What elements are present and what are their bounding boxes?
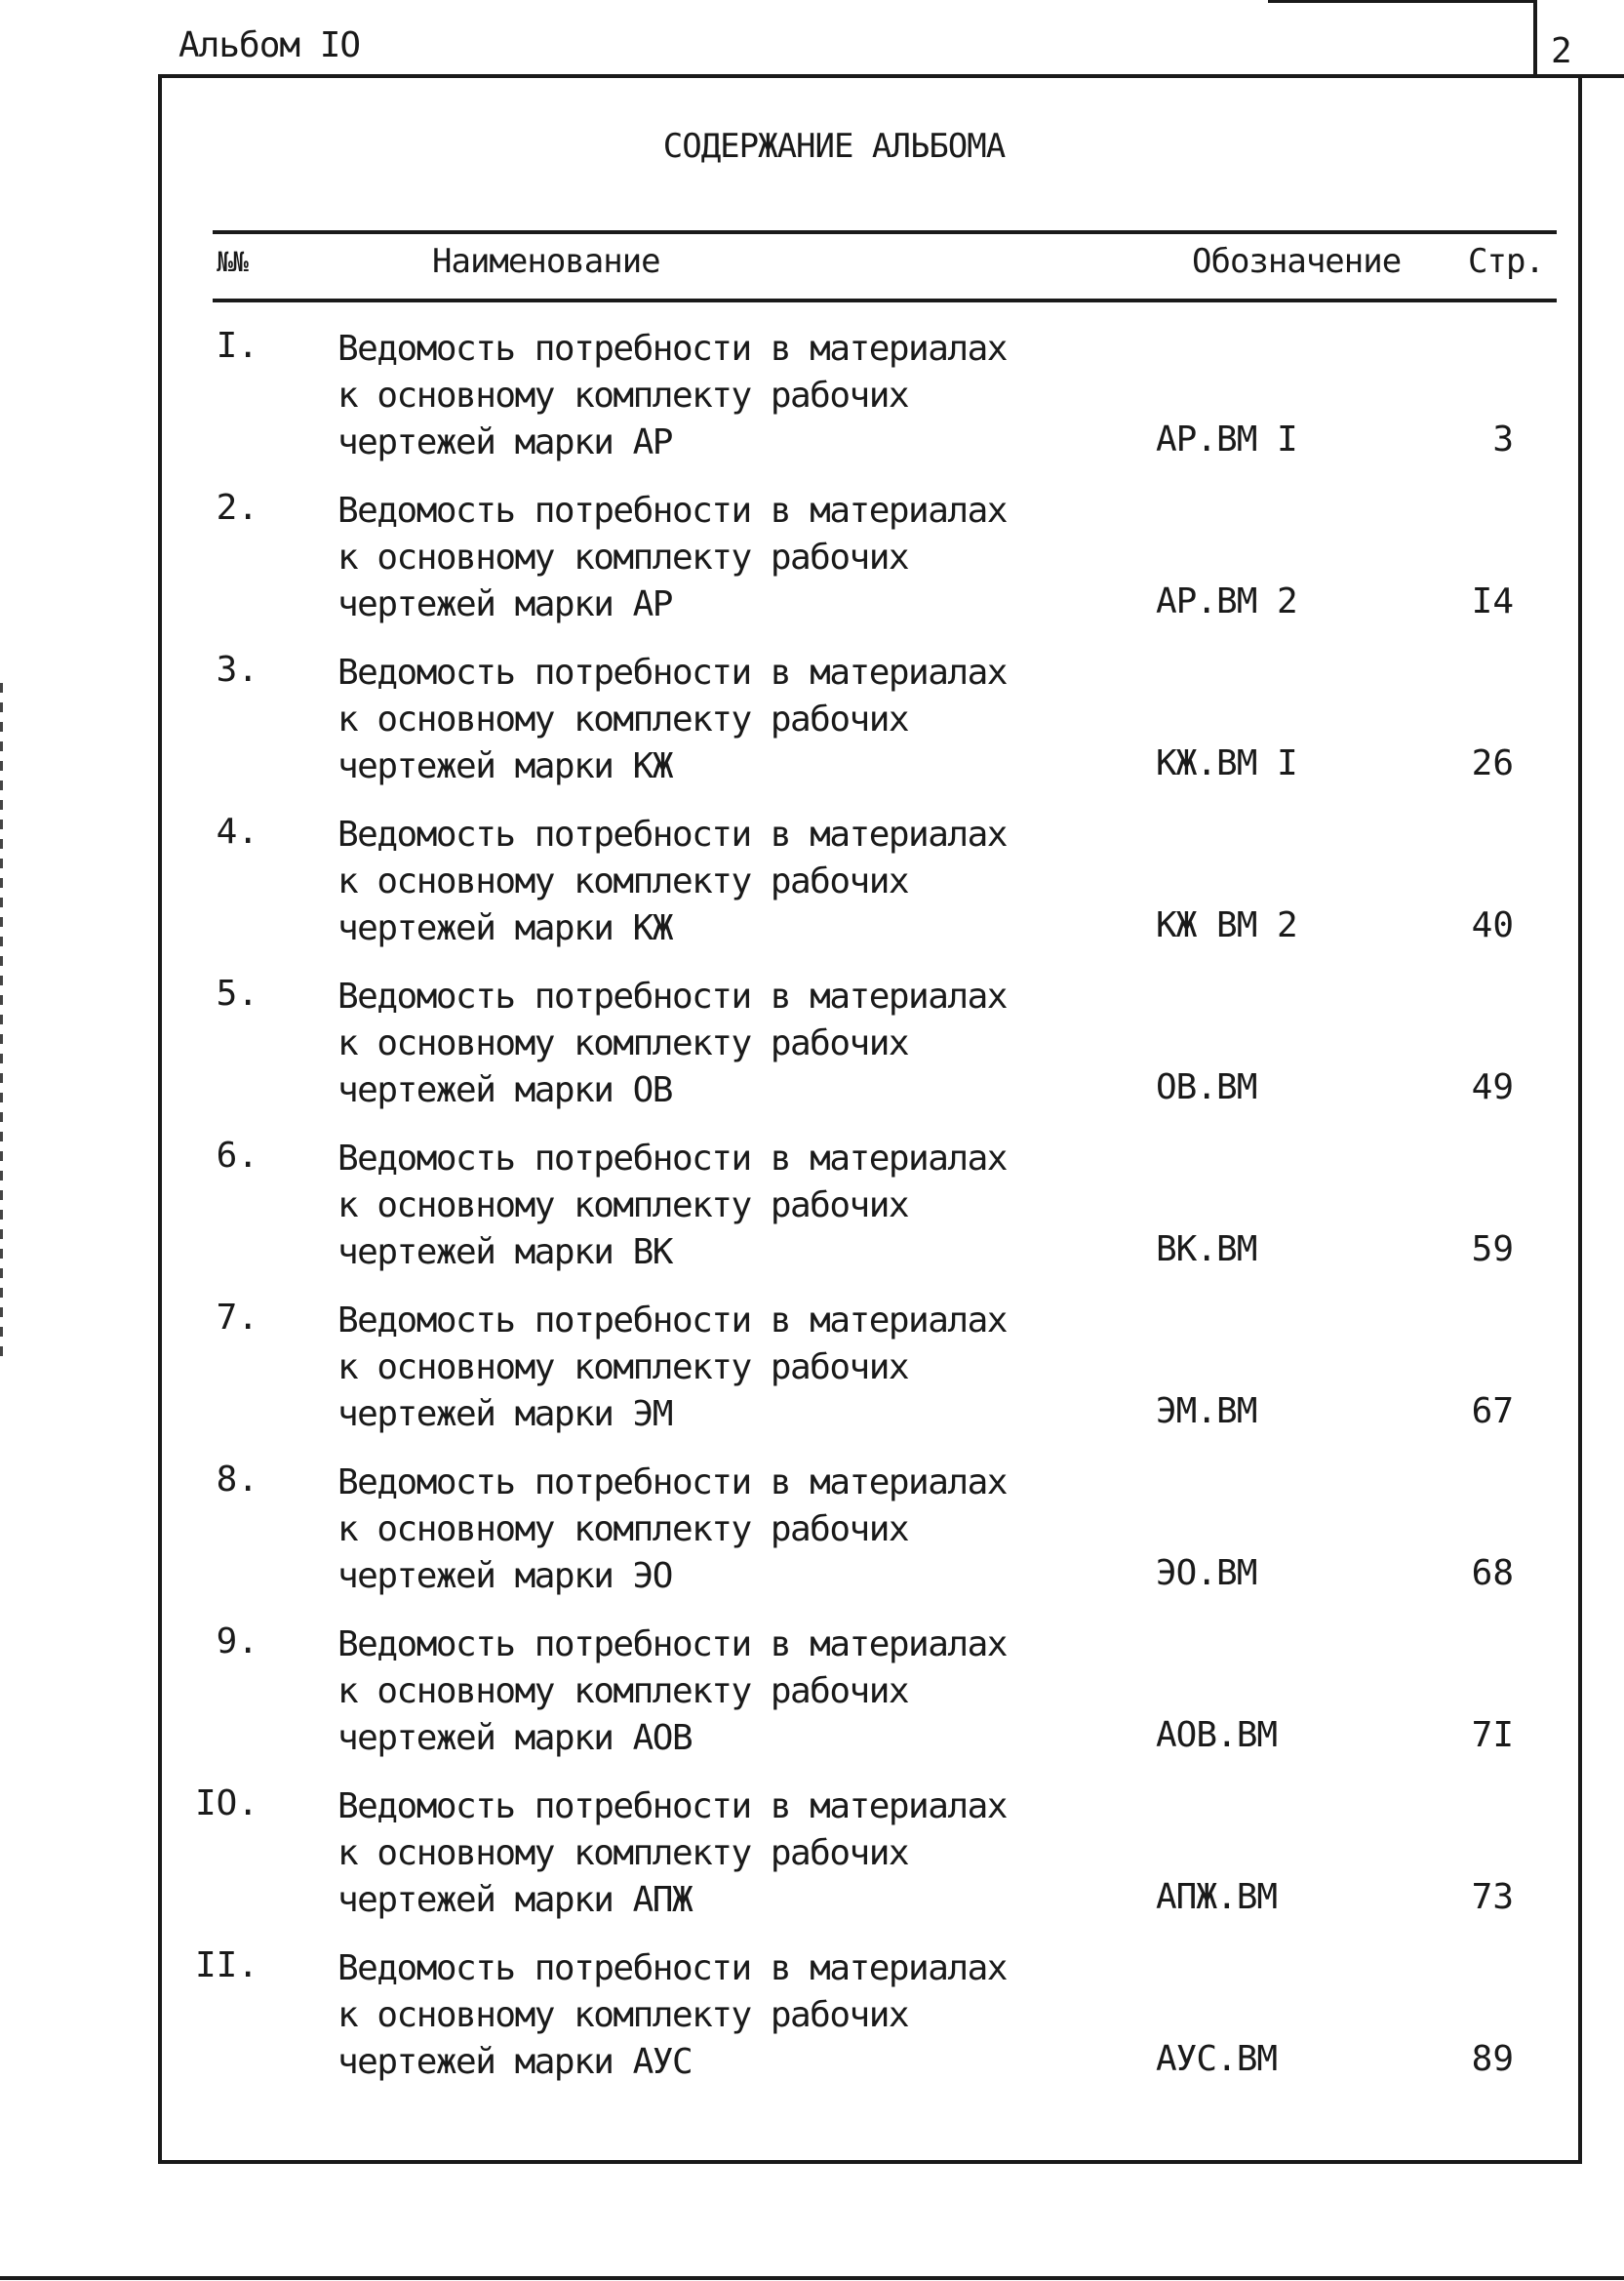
row-number: 9. [216,1621,258,1661]
row-name-line: чертежей марки ЭО [337,1556,672,1596]
row-name-line: к основному комплекту рабочих [337,1509,909,1549]
table-row [0,1783,1624,1945]
page-number-box [1533,0,1624,78]
row-name-line: Ведомость потребности в материалах [337,1139,1007,1179]
row-code: АУС.ВМ [1156,2039,1278,2079]
row-name-line: чертежей марки ЭМ [337,1394,672,1434]
table-row [0,1621,1624,1783]
album-label: Альбом IO [178,25,361,65]
row-code: АР.ВМ I [1156,420,1297,460]
row-name [337,1945,1079,2086]
row-code: АПЖ.ВМ [1156,1877,1278,1917]
row-name [337,1621,1079,1762]
column-header-code: Обозначение [1192,242,1402,281]
row-number: 2. [216,488,258,528]
row-number: 7. [216,1298,258,1338]
page-number: 2 [1551,31,1572,71]
row-code: АОВ.ВМ [1156,1715,1278,1755]
row-number: 4. [216,812,258,852]
row-name [337,650,1079,790]
row-name-line: Ведомость потребности в материалах [337,1624,1007,1664]
row-page: 59 [1471,1229,1514,1269]
row-code: ЭО.ВМ [1156,1553,1257,1593]
row-name-line: Ведомость потребности в материалах [337,815,1007,855]
row-number: 5. [216,974,258,1014]
row-name-line: Ведомость потребности в материалах [337,1462,1007,1502]
row-name-line: чертежей марки АР [337,584,672,624]
row-name-line: Ведомость потребности в материалах [337,329,1007,369]
table-row [0,488,1624,650]
row-name-line: к основному комплекту рабочих [337,1185,909,1225]
outer-bottom-rule [0,2276,1624,2280]
row-name-line: к основному комплекту рабочих [337,1671,909,1711]
row-name-line: Ведомость потребности в материалах [337,1786,1007,1826]
row-code: АР.ВМ 2 [1156,581,1297,621]
row-name-line: чертежей марки АУС [337,2042,693,2082]
row-name [337,1783,1079,1924]
table-row [0,1298,1624,1460]
row-name [337,974,1079,1114]
row-code: ОВ.ВМ [1156,1067,1257,1107]
row-page: 40 [1471,905,1514,945]
row-name [337,812,1079,952]
row-page: 26 [1471,743,1514,783]
row-number: I. [216,326,258,366]
row-number: 3. [216,650,258,690]
table-row [0,1460,1624,1621]
table-row [0,974,1624,1136]
row-page: 49 [1471,1067,1514,1107]
row-name-line: к основному комплекту рабочих [337,1995,909,2035]
column-header-name: Наименование [432,242,660,281]
row-name [337,1136,1079,1276]
row-page: 73 [1471,1877,1514,1917]
row-name-line: чертежей марки КЖ [337,746,672,786]
table-row [0,650,1624,812]
table-row [0,1136,1624,1298]
column-header-page: Стр. [1468,242,1544,281]
row-name-line: Ведомость потребности в материалах [337,977,1007,1017]
row-code: ВК.ВМ [1156,1229,1257,1269]
row-page: 89 [1471,2039,1514,2079]
page-title: СОДЕРЖАНИЕ АЛЬБОМА [662,127,1006,166]
row-name-line: Ведомость потребности в материалах [337,1948,1007,1988]
row-name-line: Ведомость потребности в материалах [337,491,1007,531]
row-name-line: Ведомость потребности в материалах [337,1301,1007,1341]
row-code: КЖ ВМ 2 [1156,905,1297,945]
row-name-line: к основному комплекту рабочих [337,861,909,901]
row-name-line: к основному комплекту рабочих [337,376,909,416]
row-name-line: к основному комплекту рабочих [337,1347,909,1387]
header-bottom-rule [213,299,1557,302]
row-number: 6. [216,1136,258,1176]
row-name-line: к основному комплекту рабочих [337,1833,909,1873]
row-page: 3 [1492,420,1514,460]
row-name-line: чертежей марки АПЖ [337,1880,693,1920]
row-name-line: к основному комплекту рабочих [337,1023,909,1063]
row-number: 8. [216,1460,258,1500]
column-header-number: №№ [217,246,248,278]
row-name-line: к основному комплекту рабочих [337,538,909,578]
row-code: КЖ.ВМ I [1156,743,1297,783]
row-name [337,488,1079,628]
table-row [0,1945,1624,2107]
row-name-line: чертежей марки ВК [337,1232,672,1272]
row-name-line: чертежей марки КЖ [337,908,672,948]
row-page: 7I [1471,1715,1514,1755]
row-name-line: Ведомость потребности в материалах [337,653,1007,693]
row-name-line: чертежей марки АР [337,422,672,462]
row-name-line: чертежей марки ОВ [337,1070,672,1110]
row-name-line: чертежей марки АОВ [337,1718,693,1758]
table-row [0,812,1624,974]
row-page: 67 [1471,1391,1514,1431]
header-top-rule [213,230,1557,234]
row-number: II. [194,1945,258,1985]
row-page: 68 [1471,1553,1514,1593]
table-row [0,326,1624,488]
row-name [337,1298,1079,1438]
row-page: I4 [1471,581,1514,621]
row-number: IO. [194,1783,258,1823]
top-edge-rule [1268,0,1533,3]
row-name [337,1460,1079,1600]
row-name [337,326,1079,466]
row-name-line: к основному комплекту рабочих [337,700,909,740]
row-code: ЭМ.ВМ [1156,1391,1257,1431]
